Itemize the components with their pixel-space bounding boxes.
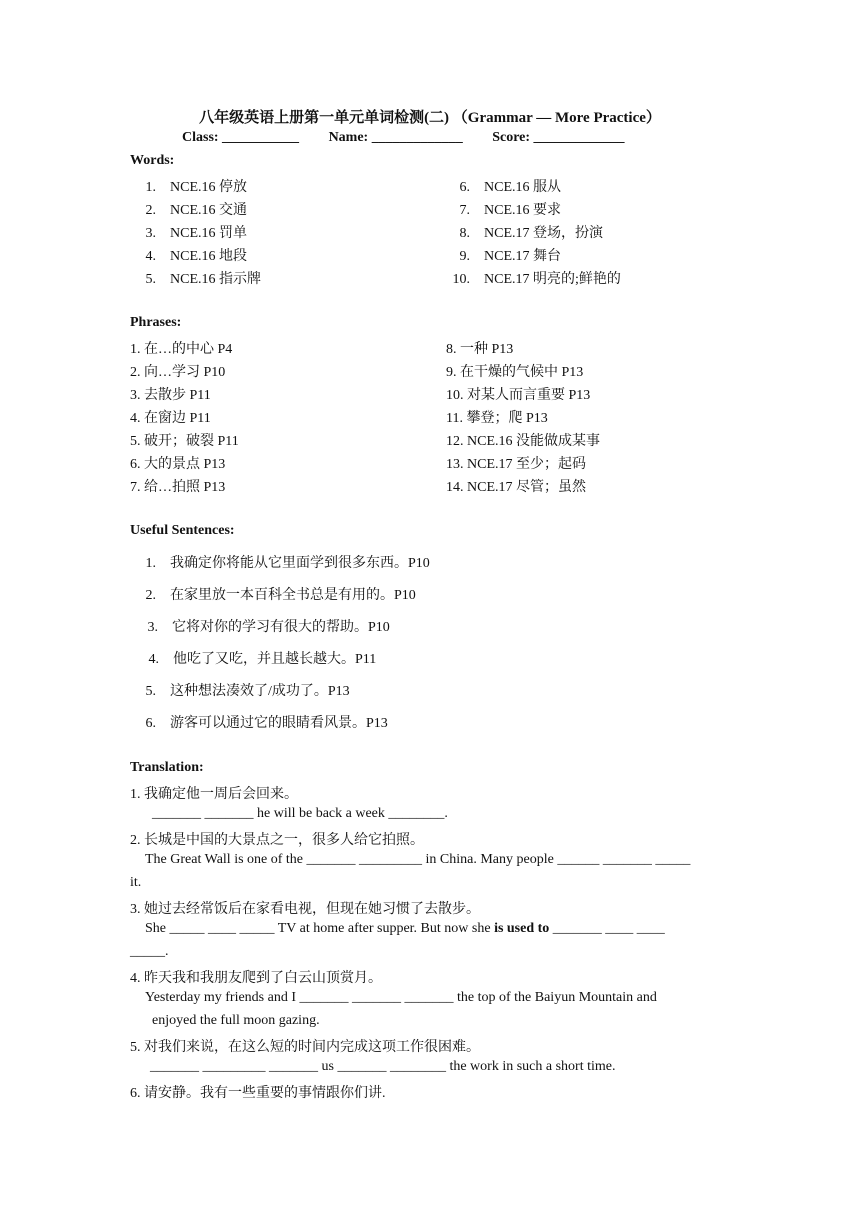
- word-item: 8. NCE.17 登场，扮演: [459, 226, 603, 241]
- translation-answer-line: She _____ ____ _____ TV at home after supper. But now she is used to _______ ____ ____: [145, 921, 665, 936]
- word-item: 2. NCE.16 交通: [145, 203, 247, 218]
- score-field: Score: _____________: [492, 130, 625, 145]
- phrase-item: 14. NCE.17 尽管；虽然: [446, 480, 586, 495]
- phrase-item: 7. 给…拍照 P13: [130, 480, 226, 495]
- name-field: Name: _____________: [328, 130, 463, 145]
- phrase-item: 5. 破开；破裂 P11: [130, 434, 239, 449]
- word-item: 9. NCE.17 舞台: [459, 249, 561, 264]
- translation-prompt: 5. 对我们来说，在这么短的时间内完成这项工作很困难。: [130, 1040, 480, 1055]
- phrase-item: 4. 在窗边 P11: [130, 411, 211, 426]
- sentence-item: 4. 他吃了又吃，并且越长越大。P11: [148, 652, 377, 667]
- translation-prompt: 4. 昨天我和我朋友爬到了白云山顶赏月。: [130, 971, 382, 986]
- phrase-item: 2. 向…学习 P10: [130, 365, 226, 380]
- sentences-heading: Useful Sentences:: [130, 523, 235, 538]
- phrase-item: 11. 攀登；爬 P13: [446, 411, 548, 426]
- sentence-item: 1. 我确定你将能从它里面学到很多东西。P10: [145, 556, 430, 571]
- phrases-heading: Phrases:: [130, 315, 182, 330]
- word-item: 4. NCE.16 地段: [145, 249, 247, 264]
- student-info-header: [182, 130, 651, 146]
- phrase-item: 10. 对某人而言重要 P13: [446, 388, 591, 403]
- word-item: 10. NCE.17 明亮的;鲜艳的: [452, 272, 621, 287]
- phrase-item: 9. 在干燥的气候中 P13: [446, 365, 584, 380]
- word-item: 1. NCE.16 停放: [145, 180, 247, 195]
- translation-heading: Translation:: [130, 760, 204, 775]
- sentence-item: 3. 它将对你的学习有很大的帮助。P10: [147, 620, 390, 635]
- word-item: 5. NCE.16 指示牌: [145, 272, 261, 287]
- phrase-item: 8. 一种 P13: [446, 342, 514, 357]
- translation-prompt: 1. 我确定他一周后会回来。: [130, 787, 298, 802]
- words-heading: Words:: [130, 153, 175, 168]
- translation-answer-line: Yesterday my friends and I _______ _______ _______ the top of the Baiyun Mountain and: [145, 990, 657, 1005]
- phrase-item: 3. 去散步 P11: [130, 388, 211, 403]
- sentence-item: 2. 在家里放一本百科全书总是有用的。P10: [145, 588, 416, 603]
- phrase-item: 12. NCE.16 没能做成某事: [446, 434, 600, 449]
- translation-answer-line: _______ _________ _______ us _______ ________ the work in such a short time.: [150, 1059, 616, 1074]
- phrase-item: 6. 大的景点 P13: [130, 457, 226, 472]
- phrase-item: 13. NCE.17 至少；起码: [446, 457, 586, 472]
- translation-answer-line: _______ _______ he will be back a week ________.: [152, 806, 448, 821]
- word-item: 6. NCE.16 服从: [459, 180, 561, 195]
- translation-answer-line: The Great Wall is one of the _______ _________ in China. Many people ______ _______ _____: [145, 852, 691, 867]
- sentence-item: 5. 这种想法凑效了/成功了。P13: [145, 684, 350, 699]
- translation-prompt: 2. 长城是中国的大景点之一，很多人给它拍照。: [130, 833, 424, 848]
- translation-prompt: 3. 她过去经常饭后在家看电视，但现在她习惯了去散步。: [130, 902, 480, 917]
- class-field: Class: ___________: [182, 130, 300, 145]
- bold-phrase: is used to: [494, 921, 550, 936]
- word-item: 3. NCE.16 罚单: [145, 226, 247, 241]
- page-title: 八年级英语上册第一单元单词检测(二) （Grammar — More Practice）: [199, 110, 661, 126]
- word-item: 7. NCE.16 要求: [459, 203, 561, 218]
- phrase-item: 1. 在…的中心 P4: [130, 342, 233, 357]
- translation-answer-line: _____.: [130, 944, 169, 959]
- translation-prompt: 6. 请安静。我有一些重要的事情跟你们讲.: [130, 1086, 386, 1101]
- translation-answer-line: it.: [130, 875, 142, 890]
- translation-answer-line: enjoyed the full moon gazing.: [152, 1013, 320, 1028]
- sentence-item: 6. 游客可以通过它的眼睛看风景。P13: [145, 716, 388, 731]
